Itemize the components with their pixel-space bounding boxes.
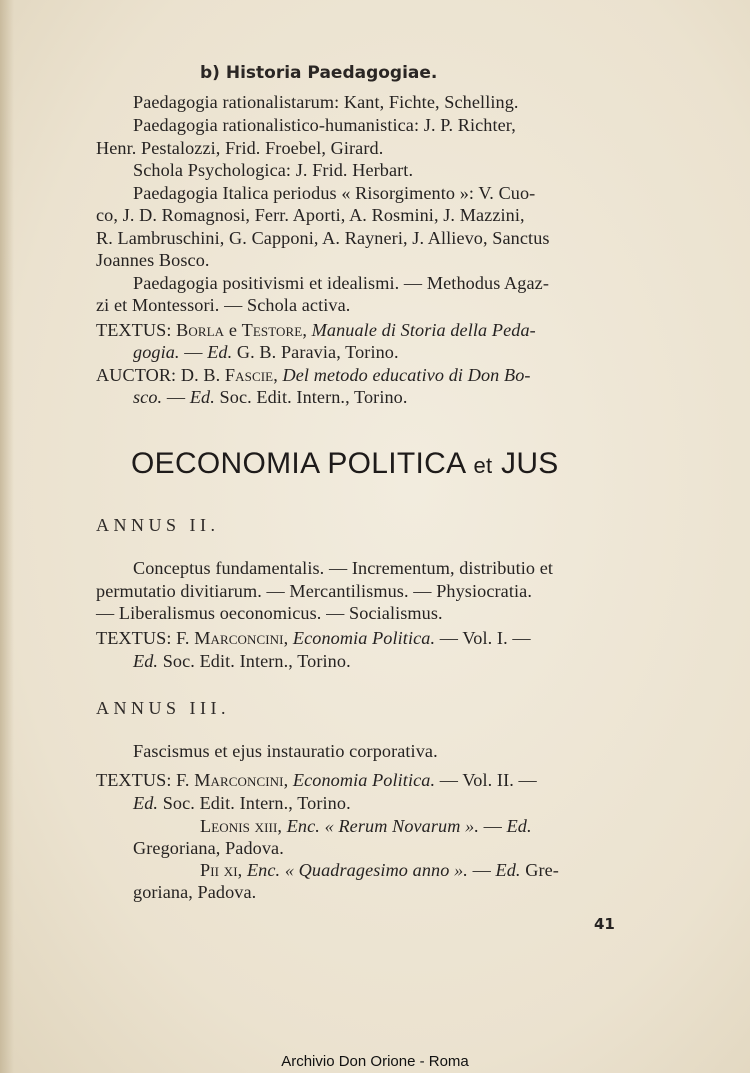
publisher: G. B. Paravia, Torino. — [236, 342, 399, 362]
dash: — — [184, 342, 203, 362]
text-line: Paedagogia positivismi et idealismi. — Methodus Agaz- — [133, 273, 549, 293]
textus-reference-cont — [133, 792, 351, 814]
auctor-label: AUCTOR: — [96, 365, 177, 385]
textus-reference-cont — [133, 650, 351, 672]
edition-label: Ed. — [207, 342, 233, 362]
author-name: Borla — [176, 320, 225, 340]
text-line: Joannes Bosco. — [96, 250, 210, 270]
text-line: Paedagogia rationalistarum: Kant, Fichte, Schelling. — [133, 92, 519, 112]
section-title-et: et — [473, 453, 493, 478]
textus-reference — [96, 769, 537, 791]
author-initial: F. — [176, 628, 190, 648]
textus-label: TEXTUS: — [96, 320, 172, 340]
text-line: R. Lambruschini, G. Capponi, A. Rayneri, J. Allievo, Sanctus — [96, 228, 550, 248]
author-name: Fascie, — [224, 365, 278, 385]
section-title-jus: JUS — [501, 447, 559, 480]
page-number: 41 — [594, 915, 615, 933]
book-title: Economia Politica. — [292, 628, 436, 648]
enc-label: Enc. — [246, 860, 281, 880]
dash: — — [483, 816, 502, 836]
author-name: Pii xi, — [200, 860, 243, 880]
encyclical-reference — [200, 859, 559, 881]
textus-reference — [96, 319, 536, 341]
text-line: Paedagogia Italica periodus « Risorgimento »: V. Cuo- — [133, 183, 536, 203]
annus-heading: ANNUS III. — [96, 698, 230, 718]
volume: — Vol. II. — — [439, 770, 537, 790]
edition-label: Ed. — [506, 816, 532, 836]
book-title: sco. — [133, 387, 163, 407]
author-name: Leonis xiii, — [200, 816, 283, 836]
author-name: Marconcini, — [194, 628, 289, 648]
text-line: Paedagogia rationalistico-humanistica: J. P. Richter, — [133, 115, 516, 135]
publisher: Soc. Edit. Intern., Torino. — [162, 793, 351, 813]
section-title — [131, 447, 559, 481]
edition-label: Ed. — [133, 651, 159, 671]
publisher: Soc. Edit. Intern., Torino. — [219, 387, 408, 407]
edition-label: Ed. — [495, 860, 521, 880]
auctor-reference — [96, 364, 531, 386]
encyclical-title: « Rerum Novarum ». — [324, 816, 479, 836]
textus-label: TEXTUS: — [96, 628, 172, 648]
section-title-main: OECONOMIA POLITICA — [131, 447, 465, 480]
subsection-heading: b) Historia Paedagogiae. — [200, 63, 438, 83]
volume: — Vol. I. — — [439, 628, 531, 648]
archive-footer: Archivio Don Orione - Roma — [281, 1053, 469, 1070]
page-edge-shadow — [0, 0, 14, 1073]
text-line: permutatio divitiarum. — Mercantilismus. — Physiocratia. — [96, 581, 532, 601]
text-line: Fascismus et ejus instauratio corporativa. — [133, 741, 438, 761]
dash: — — [166, 387, 186, 407]
encyclical-title: « Quadragesimo anno ». — [284, 860, 468, 880]
publisher: Gre- — [525, 860, 559, 880]
auctor-reference-cont — [133, 386, 408, 408]
textus-label: TEXTUS: — [96, 770, 172, 790]
publisher-line: goriana, Padova. — [133, 882, 257, 902]
book-title: Del metodo educativo di Don Bo- — [282, 365, 531, 385]
edition-label: Ed. — [189, 387, 215, 407]
textus-reference-cont — [133, 341, 399, 363]
text-line: zi et Montessori. — Schola activa. — [96, 295, 351, 315]
author-initial: F. — [176, 770, 190, 790]
text-line: co, J. D. Romagnosi, Ferr. Aporti, A. Rosmini, J. Mazzini, — [96, 205, 525, 225]
annus-heading: ANNUS II. — [96, 515, 220, 535]
book-title: Economia Politica. — [292, 770, 436, 790]
author-initials: D. B. — [180, 365, 221, 385]
text-line: — Liberalismus oeconomicus. — Socialismus. — [96, 603, 443, 623]
book-title: Manuale di Storia della Peda- — [311, 320, 536, 340]
textus-reference — [96, 627, 531, 649]
publisher-line: Gregoriana, Padova. — [133, 838, 284, 858]
text-line: Henr. Pestalozzi, Frid. Froebel, Girard. — [96, 138, 384, 158]
publisher: Soc. Edit. Intern., Torino. — [162, 651, 351, 671]
author-name: Testore, — [241, 320, 307, 340]
edition-label: Ed. — [133, 793, 159, 813]
author-name: Marconcini, — [194, 770, 289, 790]
conjunction: e — [228, 320, 237, 340]
text-line: Conceptus fundamentalis. — Incrementum, distributio et — [133, 558, 554, 578]
enc-label: Enc. — [286, 816, 320, 836]
book-title: gogia. — [133, 342, 180, 362]
text-line: Schola Psychologica: J. Frid. Herbart. — [133, 160, 414, 180]
encyclical-reference — [200, 815, 532, 837]
dash: — — [472, 860, 491, 880]
